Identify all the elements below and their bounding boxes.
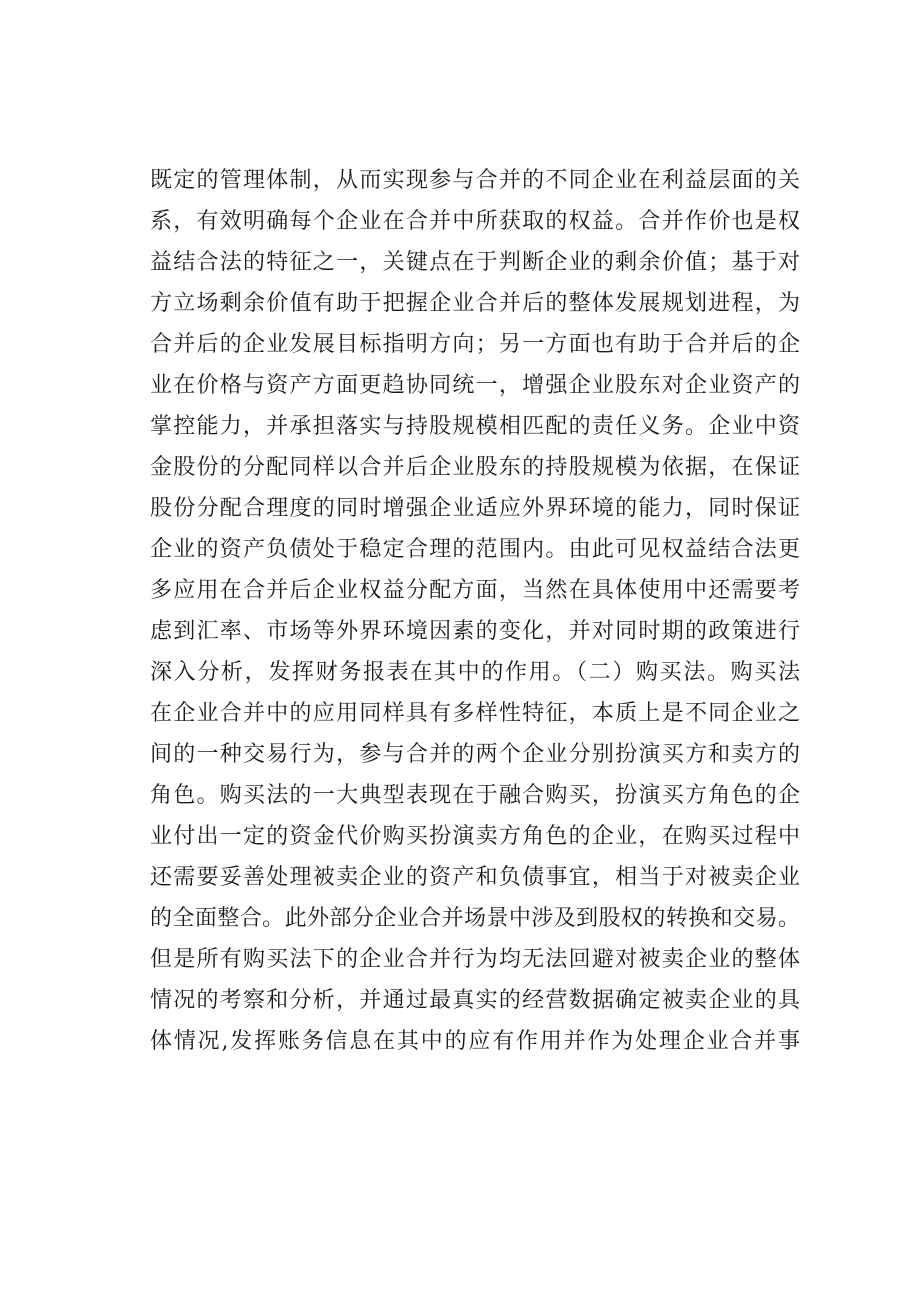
text-line: 深入分析，发挥财务报表在其中的作用。（二）购买法。购买法 bbox=[150, 660, 800, 685]
text-line: 股份分配合理度的同时增强企业适应外界环境的能力，同时保证 bbox=[150, 496, 800, 521]
text-line: 掌控能力，并承担落实与持股规模相匹配的责任义务。企业中资 bbox=[150, 414, 800, 439]
text-line: 的全面整合。此外部分企业合并场景中涉及到股权的转换和交易。 bbox=[150, 906, 800, 931]
text-line: 情况的考察和分析，并通过最真实的经营数据确定被卖企业的具 bbox=[150, 988, 800, 1013]
text-line: 体情况,发挥账务信息在其中的应有作用并作为处理企业合并事 bbox=[150, 1029, 800, 1054]
text-line: 业在价格与资产方面更趋协同统一，增强企业股东对企业资产的 bbox=[150, 373, 800, 398]
text-line: 金股份的分配同样以合并后企业股东的持股规模为依据，在保证 bbox=[150, 455, 800, 480]
text-line: 在企业合并中的应用同样具有多样性特征，本质上是不同企业之 bbox=[150, 701, 800, 726]
body-text bbox=[150, 160, 800, 1062]
text-line: 角色。购买法的一大典型表现在于融合购买，扮演买方角色的企 bbox=[150, 783, 800, 808]
text-line: 企业的资产负债处于稳定合理的范围内。由此可见权益结合法更 bbox=[150, 537, 800, 562]
text-line: 但是所有购买法下的企业合并行为均无法回避对被卖企业的整体 bbox=[150, 947, 800, 972]
text-line: 方立场剩余价值有助于把握企业合并后的整体发展规划进程，为 bbox=[150, 291, 800, 316]
text-line: 间的一种交易行为，参与合并的两个企业分别扮演买方和卖方的 bbox=[150, 742, 800, 767]
text-line: 益结合法的特征之一，关键点在于判断企业的剩余价值；基于对 bbox=[150, 250, 800, 275]
text-line: 合并后的企业发展目标指明方向；另一方面也有助于合并后的企 bbox=[150, 332, 800, 357]
text-line: 虑到汇率、市场等外界环境因素的变化，并对同时期的政策进行 bbox=[150, 619, 800, 644]
text-line: 既定的管理体制，从而实现参与合并的不同企业在利益层面的关 bbox=[150, 168, 800, 193]
text-line: 业付出一定的资金代价购买扮演卖方角色的企业，在购买过程中 bbox=[150, 824, 800, 849]
text-line: 多应用在合并后企业权益分配方面，当然在具体使用中还需要考 bbox=[150, 578, 800, 603]
text-line: 系，有效明确每个企业在合并中所获取的权益。合并作价也是权 bbox=[150, 209, 800, 234]
text-line: 还需要妥善处理被卖企业的资产和负债事宜，相当于对被卖企业 bbox=[150, 865, 800, 890]
